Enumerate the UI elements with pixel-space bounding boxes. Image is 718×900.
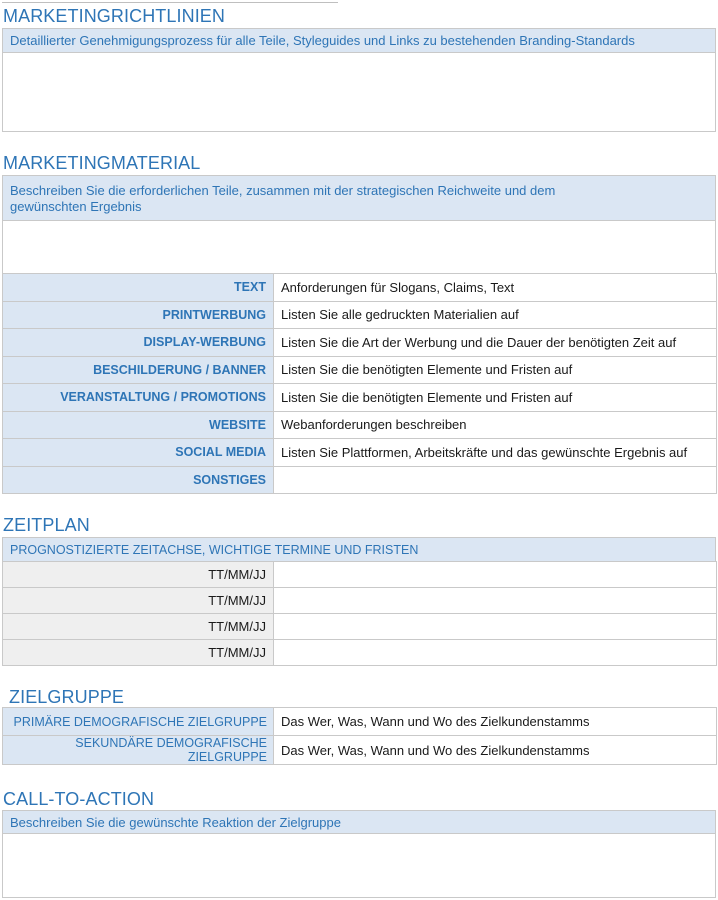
- material-box[interactable]: [2, 175, 716, 274]
- guidelines-box[interactable]: [2, 28, 716, 132]
- audience-value[interactable]: Das Wer, Was, Wann und Wo des Zielkundenstamms: [274, 708, 717, 736]
- material-value[interactable]: Listen Sie alle gedruckten Materialien auf: [274, 301, 717, 329]
- schedule-value[interactable]: [274, 562, 717, 588]
- material-label: SONSTIGES: [3, 466, 274, 494]
- cta-description: Beschreiben Sie die gewünschte Reaktion der Zielgruppe: [3, 811, 715, 834]
- material-value[interactable]: [274, 466, 717, 494]
- schedule-header-box: [2, 537, 716, 562]
- material-label: PRINTWERBUNG: [3, 301, 274, 329]
- table-row: [3, 562, 717, 588]
- table-row: [3, 411, 717, 439]
- table-row: [3, 329, 717, 357]
- schedule-value[interactable]: [274, 640, 717, 666]
- material-description-line2: gewünschten Ergebnis: [10, 199, 142, 214]
- table-row: [3, 274, 717, 302]
- material-value[interactable]: Webanforderungen beschreiben: [274, 411, 717, 439]
- material-table: [2, 273, 717, 494]
- table-row: [3, 640, 717, 666]
- top-divider: [2, 2, 338, 3]
- table-row: [3, 356, 717, 384]
- section-title-cta: CALL-TO-ACTION: [3, 789, 155, 809]
- material-description: [3, 176, 715, 221]
- material-label: TEXT: [3, 274, 274, 302]
- material-label: SOCIAL MEDIA: [3, 439, 274, 467]
- material-value[interactable]: Listen Sie Plattformen, Arbeitskräfte und das gewünschte Ergebnis auf: [274, 439, 717, 467]
- audience-value[interactable]: Das Wer, Was, Wann und Wo des Zielkundenstamms: [274, 736, 717, 765]
- table-row: [3, 708, 717, 736]
- schedule-value[interactable]: [274, 614, 717, 640]
- schedule-date[interactable]: TT/MM/JJ: [3, 640, 274, 666]
- schedule-date[interactable]: TT/MM/JJ: [3, 588, 274, 614]
- schedule-header: PROGNOSTIZIERTE ZEITACHSE, WICHTIGE TERMINE UND FRISTEN: [3, 538, 715, 562]
- audience-table: [2, 707, 717, 765]
- material-description-line1: Beschreiben Sie die erforderlichen Teile, zusammen mit der strategischen Reichweite und dem: [10, 183, 556, 198]
- section-title-audience: ZIELGRUPPE: [9, 687, 125, 707]
- table-row: [3, 439, 717, 467]
- material-value[interactable]: Listen Sie die benötigten Elemente und Fristen auf: [274, 384, 717, 412]
- schedule-date[interactable]: TT/MM/JJ: [3, 614, 274, 640]
- material-value[interactable]: Anforderungen für Slogans, Claims, Text: [274, 274, 717, 302]
- table-row: [3, 588, 717, 614]
- material-label: WEBSITE: [3, 411, 274, 439]
- guidelines-description: Detaillierter Genehmigungsprozess für alle Teile, Styleguides und Links zu bestehenden Branding-Standards: [3, 29, 715, 53]
- schedule-date[interactable]: TT/MM/JJ: [3, 562, 274, 588]
- schedule-value[interactable]: [274, 588, 717, 614]
- section-title-material: MARKETINGMATERIAL: [3, 153, 201, 173]
- material-label: VERANSTALTUNG / PROMOTIONS: [3, 384, 274, 412]
- schedule-table: [2, 561, 717, 666]
- material-value[interactable]: Listen Sie die benötigten Elemente und Fristen auf: [274, 356, 717, 384]
- material-value[interactable]: Listen Sie die Art der Werbung und die Dauer der benötigten Zeit auf: [274, 329, 717, 357]
- audience-label: SEKUNDÄRE DEMOGRAFISCHE ZIELGRUPPE: [3, 736, 274, 765]
- material-label: BESCHILDERUNG / BANNER: [3, 356, 274, 384]
- section-title-guidelines: MARKETINGRICHTLINIEN: [3, 6, 226, 26]
- table-row: [3, 466, 717, 494]
- section-title-schedule: ZEITPLAN: [3, 515, 90, 535]
- cta-box[interactable]: [2, 810, 716, 898]
- material-label: DISPLAY-WERBUNG: [3, 329, 274, 357]
- table-row: [3, 736, 717, 765]
- table-row: [3, 301, 717, 329]
- audience-label: PRIMÄRE DEMOGRAFISCHE ZIELGRUPPE: [3, 708, 274, 736]
- table-row: [3, 614, 717, 640]
- table-row: [3, 384, 717, 412]
